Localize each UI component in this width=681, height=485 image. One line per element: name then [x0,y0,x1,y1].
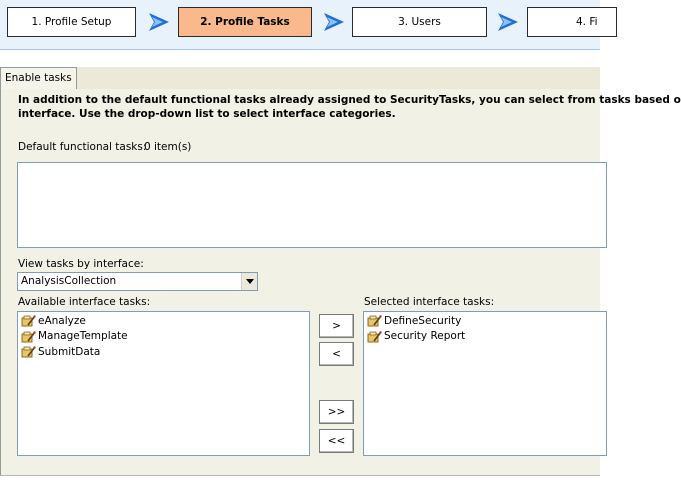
selected-task-item[interactable] [364,313,606,329]
available-task-item[interactable] [18,329,309,345]
remove-all-tasks-button[interactable]: << [319,429,354,453]
enable-tasks-panel [0,89,681,475]
intro-text [18,93,681,121]
task-icon [367,330,382,343]
interface-dropdown-value: AnalysisCollection [21,275,117,287]
tab-strip [0,67,600,89]
task-icon [21,314,36,327]
selected-tasks-list[interactable] [363,311,607,456]
task-icon [367,314,382,327]
default-tasks-count: 0 item(s) [144,141,192,153]
step-arrow-icon [322,11,346,33]
step-label: 2. Profile Tasks [200,16,290,28]
task-label: ManageTemplate [38,330,128,343]
task-label: SubmitData [38,345,101,358]
task-label: Security Report [384,330,466,343]
step-label: 3. Users [398,16,441,28]
selected-tasks-label: Selected interface tasks: [364,296,495,308]
add-task-button[interactable]: > [319,314,354,338]
step-profile-tasks[interactable] [178,7,312,37]
intro-line-2: interface. Use the drop-down list to select interface categories. [18,108,396,120]
task-label: DefineSecurity [384,314,462,327]
interface-dropdown[interactable] [17,272,258,291]
step-label: 1. Profile Setup [31,16,112,28]
dropdown-arrow-icon[interactable] [241,273,257,290]
step-profile-setup[interactable] [7,7,136,37]
task-label: eAnalyze [38,314,86,327]
available-tasks-list[interactable] [17,311,310,456]
remove-task-button[interactable]: < [319,342,354,366]
task-icon [21,345,36,358]
available-task-item[interactable] [18,344,309,360]
add-all-tasks-button[interactable]: >> [319,400,354,424]
tab-enable-tasks[interactable] [0,67,77,89]
available-task-item[interactable] [18,313,309,329]
intro-line-1: In addition to the default functional tasks already assigned to SecurityTasks, you can select from tasks based o [18,94,681,106]
available-tasks-label: Available interface tasks: [18,296,151,308]
panel-bottom-border [0,475,600,485]
default-tasks-label: Default functional tasks: [18,141,147,153]
step-arrow-icon [496,11,520,33]
wizard-steps [0,0,600,50]
task-icon [21,330,36,343]
step-arrow-icon [147,11,171,33]
step-finish[interactable] [527,7,617,37]
step-label: 4. Fi [576,16,598,28]
header-spacer [0,51,600,67]
selected-task-item[interactable] [364,329,606,345]
tab-label: Enable tasks [5,72,72,84]
view-by-interface-label: View tasks by interface: [18,258,144,270]
default-tasks-list[interactable] [17,162,607,248]
step-users[interactable] [352,7,487,37]
